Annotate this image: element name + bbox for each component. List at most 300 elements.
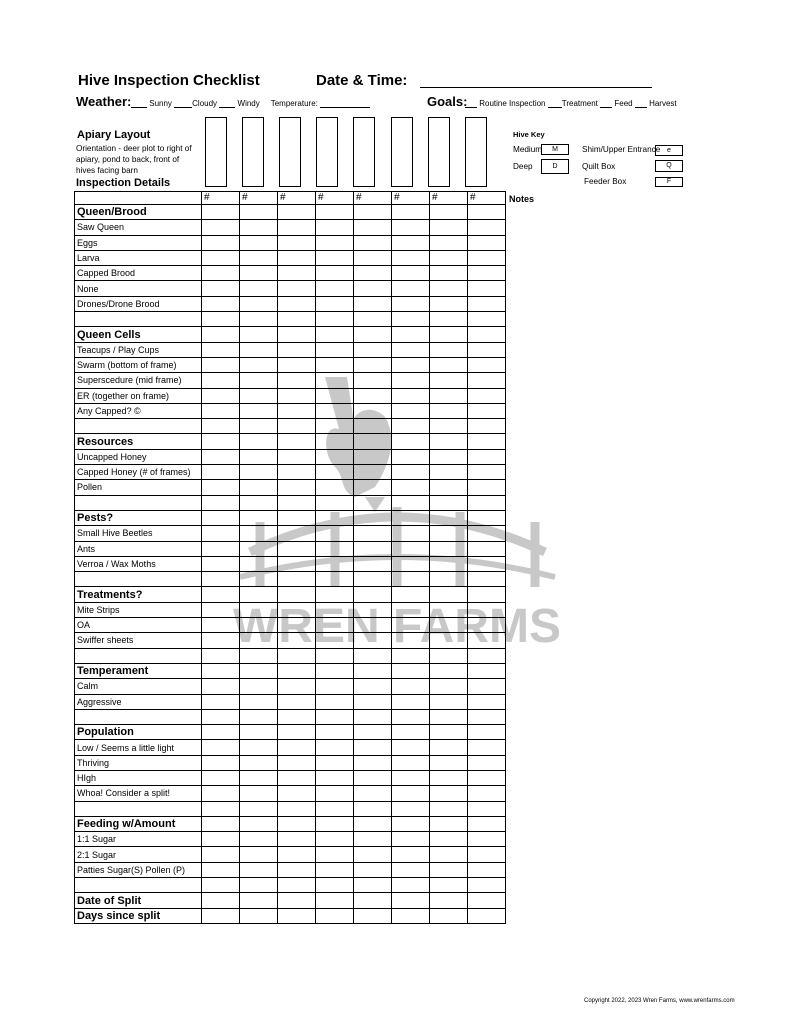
hive-cell[interactable] — [316, 801, 354, 816]
hive-cell[interactable] — [240, 786, 278, 801]
hive-cell[interactable] — [430, 633, 468, 648]
hive-cell[interactable] — [240, 510, 278, 525]
hive-cell[interactable] — [468, 709, 506, 724]
hive-cell[interactable] — [316, 296, 354, 311]
hive-cell[interactable] — [202, 862, 240, 877]
hive-cell[interactable] — [202, 572, 240, 587]
hive-cell[interactable] — [202, 679, 240, 694]
hive-cell[interactable] — [392, 465, 430, 480]
hive-cell[interactable] — [468, 602, 506, 617]
feed-blank[interactable] — [600, 98, 612, 108]
hive-cell[interactable] — [202, 847, 240, 862]
hive-cell[interactable] — [468, 618, 506, 633]
hive-cell[interactable] — [316, 725, 354, 740]
hive-cell[interactable] — [278, 786, 316, 801]
hive-cell[interactable] — [278, 618, 316, 633]
hive-cell[interactable] — [468, 388, 506, 403]
hive-cell[interactable] — [278, 434, 316, 449]
hive-cell[interactable] — [278, 602, 316, 617]
hive-cell[interactable] — [278, 312, 316, 327]
hive-cell[interactable] — [278, 541, 316, 556]
hive-cell[interactable] — [354, 357, 392, 372]
hive-cell[interactable] — [202, 832, 240, 847]
hive-cell[interactable] — [392, 388, 430, 403]
hive-cell[interactable] — [240, 755, 278, 770]
hive-cell[interactable] — [240, 235, 278, 250]
hive-cell[interactable] — [392, 449, 430, 464]
hive-cell[interactable] — [354, 465, 392, 480]
hive-cell[interactable] — [430, 312, 468, 327]
hive-cell[interactable] — [354, 816, 392, 831]
hive-cell[interactable] — [354, 312, 392, 327]
hive-cell[interactable] — [316, 908, 354, 923]
hive-cell[interactable] — [316, 740, 354, 755]
hive-cell[interactable] — [316, 587, 354, 602]
hive-cell[interactable] — [392, 725, 430, 740]
hive-cell[interactable] — [278, 281, 316, 296]
hive-cell[interactable] — [240, 679, 278, 694]
hive-cell[interactable] — [430, 235, 468, 250]
hive-cell[interactable] — [240, 296, 278, 311]
hive-cell[interactable] — [240, 648, 278, 663]
hive-cell[interactable] — [354, 480, 392, 495]
hive-cell[interactable] — [430, 281, 468, 296]
hive-cell[interactable] — [430, 709, 468, 724]
hive-cell[interactable] — [468, 862, 506, 877]
hive-cell[interactable] — [468, 465, 506, 480]
hive-cell[interactable] — [316, 862, 354, 877]
hive-cell[interactable] — [392, 679, 430, 694]
hive-cell[interactable] — [468, 572, 506, 587]
hive-cell[interactable] — [468, 357, 506, 372]
hive-cell[interactable] — [468, 403, 506, 418]
sunny-blank[interactable] — [131, 98, 147, 108]
hive-cell[interactable] — [202, 342, 240, 357]
hive-cell[interactable] — [354, 694, 392, 709]
hive-cell[interactable] — [392, 755, 430, 770]
hive-cell[interactable] — [430, 556, 468, 571]
hive-cell[interactable] — [468, 541, 506, 556]
hive-cell[interactable] — [240, 694, 278, 709]
hive-cell[interactable] — [392, 648, 430, 663]
hive-cell[interactable] — [316, 220, 354, 235]
hive-cell[interactable] — [468, 786, 506, 801]
hive-cell[interactable] — [392, 893, 430, 908]
hive-cell[interactable] — [202, 495, 240, 510]
hive-cell[interactable] — [430, 480, 468, 495]
hive-cell[interactable] — [202, 373, 240, 388]
hive-cell[interactable] — [354, 602, 392, 617]
hive-cell[interactable] — [316, 235, 354, 250]
hive-cell[interactable] — [278, 801, 316, 816]
hive-cell[interactable] — [316, 541, 354, 556]
hive-cell[interactable] — [430, 403, 468, 418]
hive-cell[interactable] — [202, 663, 240, 678]
hive-cell[interactable] — [316, 755, 354, 770]
hive-cell[interactable] — [240, 342, 278, 357]
hive-cell[interactable] — [392, 694, 430, 709]
hive-cell[interactable] — [430, 618, 468, 633]
hive-cell[interactable] — [240, 556, 278, 571]
hive-layout-box[interactable] — [205, 117, 227, 187]
hive-cell[interactable] — [202, 510, 240, 525]
hive-cell[interactable] — [316, 663, 354, 678]
hive-cell[interactable] — [468, 373, 506, 388]
hive-cell[interactable] — [240, 434, 278, 449]
hive-cell[interactable] — [278, 205, 316, 220]
hive-cell[interactable] — [278, 663, 316, 678]
hive-cell[interactable] — [430, 908, 468, 923]
hive-cell[interactable] — [392, 281, 430, 296]
hive-cell[interactable] — [240, 725, 278, 740]
hive-cell[interactable] — [202, 434, 240, 449]
hive-cell[interactable] — [354, 755, 392, 770]
hive-cell[interactable] — [430, 755, 468, 770]
hive-cell[interactable] — [316, 694, 354, 709]
cloudy-blank[interactable] — [174, 98, 192, 108]
hive-cell[interactable] — [354, 266, 392, 281]
hive-cell[interactable] — [354, 908, 392, 923]
hive-cell[interactable] — [468, 556, 506, 571]
hive-cell[interactable] — [468, 832, 506, 847]
hive-cell[interactable] — [240, 526, 278, 541]
hive-cell[interactable] — [354, 832, 392, 847]
hive-cell[interactable] — [430, 893, 468, 908]
hive-cell[interactable] — [278, 296, 316, 311]
hive-cell[interactable] — [316, 205, 354, 220]
hive-cell[interactable] — [430, 357, 468, 372]
hive-cell[interactable] — [240, 403, 278, 418]
hive-cell[interactable] — [240, 312, 278, 327]
hive-cell[interactable] — [316, 403, 354, 418]
hive-cell[interactable] — [202, 908, 240, 923]
hive-cell[interactable] — [354, 434, 392, 449]
hive-cell[interactable] — [278, 388, 316, 403]
hive-cell[interactable] — [316, 357, 354, 372]
hive-cell[interactable] — [392, 556, 430, 571]
hive-cell[interactable] — [240, 587, 278, 602]
hive-cell[interactable] — [240, 449, 278, 464]
hive-cell[interactable] — [468, 434, 506, 449]
hive-cell[interactable] — [430, 602, 468, 617]
hive-layout-box[interactable] — [391, 117, 413, 187]
hive-cell[interactable] — [468, 419, 506, 434]
hive-layout-box[interactable] — [279, 117, 301, 187]
hive-cell[interactable] — [392, 770, 430, 785]
hive-cell[interactable] — [202, 449, 240, 464]
hive-cell[interactable] — [278, 495, 316, 510]
hive-cell[interactable] — [316, 480, 354, 495]
hive-cell[interactable] — [430, 786, 468, 801]
hive-cell[interactable] — [354, 709, 392, 724]
hive-cell[interactable] — [202, 327, 240, 342]
hive-cell[interactable] — [354, 250, 392, 265]
hive-cell[interactable] — [240, 373, 278, 388]
hive-cell[interactable] — [468, 755, 506, 770]
hive-cell[interactable] — [392, 434, 430, 449]
hive-cell[interactable] — [278, 465, 316, 480]
hive-cell[interactable] — [202, 740, 240, 755]
hive-cell[interactable] — [278, 342, 316, 357]
hive-cell[interactable] — [202, 296, 240, 311]
hive-cell[interactable] — [278, 694, 316, 709]
hive-cell[interactable] — [240, 495, 278, 510]
hive-cell[interactable] — [392, 633, 430, 648]
hive-cell[interactable] — [202, 235, 240, 250]
hive-cell[interactable] — [240, 770, 278, 785]
hive-cell[interactable] — [468, 266, 506, 281]
hive-cell[interactable] — [392, 587, 430, 602]
hive-cell[interactable] — [392, 495, 430, 510]
hive-cell[interactable] — [392, 296, 430, 311]
hive-cell[interactable] — [316, 893, 354, 908]
hive-cell[interactable] — [468, 663, 506, 678]
hive-cell[interactable] — [202, 312, 240, 327]
hive-cell[interactable] — [430, 526, 468, 541]
hive-cell[interactable] — [392, 403, 430, 418]
hive-cell[interactable] — [316, 786, 354, 801]
hive-cell[interactable] — [240, 419, 278, 434]
hive-cell[interactable] — [316, 648, 354, 663]
hive-cell[interactable] — [430, 419, 468, 434]
hive-cell[interactable] — [316, 373, 354, 388]
hive-cell[interactable] — [430, 510, 468, 525]
hive-cell[interactable] — [278, 480, 316, 495]
hive-cell[interactable] — [202, 281, 240, 296]
hive-cell[interactable] — [354, 296, 392, 311]
hive-cell[interactable] — [354, 862, 392, 877]
hive-cell[interactable] — [468, 312, 506, 327]
hive-cell[interactable] — [468, 526, 506, 541]
hive-cell[interactable] — [354, 541, 392, 556]
hive-cell[interactable] — [430, 373, 468, 388]
hive-cell[interactable] — [202, 755, 240, 770]
hive-cell[interactable] — [202, 648, 240, 663]
hive-cell[interactable] — [430, 663, 468, 678]
hive-cell[interactable] — [202, 480, 240, 495]
hive-cell[interactable] — [392, 740, 430, 755]
hive-cell[interactable] — [278, 709, 316, 724]
hive-cell[interactable] — [430, 449, 468, 464]
hive-cell[interactable] — [430, 296, 468, 311]
hive-cell[interactable] — [278, 449, 316, 464]
hive-cell[interactable] — [468, 725, 506, 740]
hive-cell[interactable] — [354, 373, 392, 388]
hive-cell[interactable] — [430, 832, 468, 847]
hive-cell[interactable] — [240, 327, 278, 342]
hive-cell[interactable] — [468, 250, 506, 265]
hive-cell[interactable] — [316, 510, 354, 525]
hive-cell[interactable] — [468, 816, 506, 831]
hive-cell[interactable] — [202, 618, 240, 633]
hive-cell[interactable] — [202, 786, 240, 801]
hive-cell[interactable] — [316, 449, 354, 464]
hive-cell[interactable] — [240, 816, 278, 831]
hive-cell[interactable] — [202, 816, 240, 831]
hive-cell[interactable] — [392, 205, 430, 220]
hive-cell[interactable] — [316, 816, 354, 831]
hive-cell[interactable] — [316, 434, 354, 449]
hive-cell[interactable] — [316, 526, 354, 541]
hive-cell[interactable] — [240, 832, 278, 847]
hive-cell[interactable] — [392, 250, 430, 265]
hive-cell[interactable] — [430, 434, 468, 449]
hive-cell[interactable] — [316, 556, 354, 571]
hive-cell[interactable] — [240, 250, 278, 265]
hive-cell[interactable] — [240, 878, 278, 893]
hive-cell[interactable] — [392, 541, 430, 556]
hive-cell[interactable] — [354, 388, 392, 403]
hive-cell[interactable] — [278, 725, 316, 740]
hive-cell[interactable] — [468, 510, 506, 525]
hive-cell[interactable] — [240, 602, 278, 617]
hive-cell[interactable] — [468, 220, 506, 235]
hive-cell[interactable] — [278, 327, 316, 342]
hive-cell[interactable] — [354, 770, 392, 785]
hive-cell[interactable] — [430, 679, 468, 694]
hive-cell[interactable] — [202, 419, 240, 434]
hive-cell[interactable] — [202, 465, 240, 480]
hive-layout-box[interactable] — [353, 117, 375, 187]
hive-cell[interactable] — [354, 220, 392, 235]
hive-cell[interactable] — [316, 495, 354, 510]
hive-cell[interactable] — [468, 770, 506, 785]
hive-cell[interactable] — [468, 342, 506, 357]
hive-cell[interactable] — [430, 220, 468, 235]
hive-cell[interactable] — [278, 220, 316, 235]
hive-cell[interactable] — [430, 770, 468, 785]
hive-cell[interactable] — [354, 786, 392, 801]
hive-cell[interactable] — [202, 266, 240, 281]
hive-cell[interactable] — [430, 587, 468, 602]
hive-cell[interactable] — [202, 878, 240, 893]
hive-cell[interactable] — [240, 633, 278, 648]
hive-cell[interactable] — [240, 847, 278, 862]
hive-cell[interactable] — [316, 709, 354, 724]
hive-cell[interactable] — [202, 602, 240, 617]
hive-cell[interactable] — [430, 572, 468, 587]
hive-cell[interactable] — [278, 862, 316, 877]
hive-cell[interactable] — [354, 663, 392, 678]
harvest-blank[interactable] — [635, 98, 647, 108]
hive-cell[interactable] — [354, 403, 392, 418]
hive-cell[interactable] — [316, 281, 354, 296]
hive-cell[interactable] — [278, 572, 316, 587]
hive-cell[interactable] — [278, 908, 316, 923]
hive-cell[interactable] — [354, 327, 392, 342]
hive-cell[interactable] — [202, 801, 240, 816]
hive-cell[interactable] — [354, 878, 392, 893]
hive-cell[interactable] — [354, 618, 392, 633]
hive-cell[interactable] — [316, 602, 354, 617]
hive-cell[interactable] — [316, 770, 354, 785]
hive-cell[interactable] — [202, 526, 240, 541]
hive-cell[interactable] — [278, 357, 316, 372]
hive-cell[interactable] — [468, 449, 506, 464]
hive-cell[interactable] — [430, 388, 468, 403]
hive-cell[interactable] — [392, 908, 430, 923]
hive-cell[interactable] — [468, 480, 506, 495]
hive-cell[interactable] — [240, 740, 278, 755]
hive-cell[interactable] — [392, 862, 430, 877]
hive-cell[interactable] — [354, 235, 392, 250]
hive-cell[interactable] — [392, 602, 430, 617]
hive-cell[interactable] — [240, 663, 278, 678]
hive-cell[interactable] — [430, 878, 468, 893]
hive-cell[interactable] — [278, 419, 316, 434]
hive-cell[interactable] — [354, 556, 392, 571]
hive-cell[interactable] — [278, 878, 316, 893]
hive-cell[interactable] — [430, 847, 468, 862]
hive-cell[interactable] — [240, 908, 278, 923]
hive-cell[interactable] — [202, 770, 240, 785]
hive-cell[interactable] — [316, 618, 354, 633]
date-time-line[interactable] — [420, 87, 652, 88]
hive-cell[interactable] — [392, 526, 430, 541]
hive-cell[interactable] — [354, 725, 392, 740]
hive-cell[interactable] — [392, 327, 430, 342]
hive-cell[interactable] — [468, 648, 506, 663]
hive-cell[interactable] — [430, 801, 468, 816]
hive-cell[interactable] — [202, 205, 240, 220]
hive-cell[interactable] — [278, 679, 316, 694]
hive-cell[interactable] — [240, 281, 278, 296]
hive-cell[interactable] — [468, 281, 506, 296]
hive-cell[interactable] — [202, 357, 240, 372]
hive-cell[interactable] — [202, 709, 240, 724]
hive-cell[interactable] — [354, 281, 392, 296]
hive-cell[interactable] — [240, 357, 278, 372]
hive-cell[interactable] — [316, 327, 354, 342]
hive-cell[interactable] — [392, 663, 430, 678]
hive-cell[interactable] — [430, 327, 468, 342]
hive-cell[interactable] — [430, 725, 468, 740]
hive-cell[interactable] — [468, 847, 506, 862]
hive-cell[interactable] — [316, 572, 354, 587]
hive-cell[interactable] — [392, 786, 430, 801]
hive-cell[interactable] — [278, 526, 316, 541]
hive-cell[interactable] — [354, 740, 392, 755]
hive-cell[interactable] — [316, 847, 354, 862]
hive-cell[interactable] — [240, 541, 278, 556]
hive-cell[interactable] — [202, 633, 240, 648]
hive-cell[interactable] — [468, 587, 506, 602]
hive-cell[interactable] — [354, 419, 392, 434]
hive-cell[interactable] — [392, 572, 430, 587]
hive-cell[interactable] — [202, 403, 240, 418]
hive-cell[interactable] — [278, 847, 316, 862]
hive-cell[interactable] — [278, 740, 316, 755]
hive-cell[interactable] — [392, 480, 430, 495]
hive-cell[interactable] — [392, 709, 430, 724]
hive-cell[interactable] — [240, 801, 278, 816]
hive-cell[interactable] — [468, 908, 506, 923]
hive-cell[interactable] — [392, 832, 430, 847]
hive-cell[interactable] — [430, 740, 468, 755]
hive-layout-box[interactable] — [242, 117, 264, 187]
hive-cell[interactable] — [392, 510, 430, 525]
hive-cell[interactable] — [354, 847, 392, 862]
hive-cell[interactable] — [278, 266, 316, 281]
hive-cell[interactable] — [316, 342, 354, 357]
hive-cell[interactable] — [316, 250, 354, 265]
hive-cell[interactable] — [430, 541, 468, 556]
hive-cell[interactable] — [354, 449, 392, 464]
hive-cell[interactable] — [354, 342, 392, 357]
hive-cell[interactable] — [202, 725, 240, 740]
hive-cell[interactable] — [278, 648, 316, 663]
hive-cell[interactable] — [430, 495, 468, 510]
